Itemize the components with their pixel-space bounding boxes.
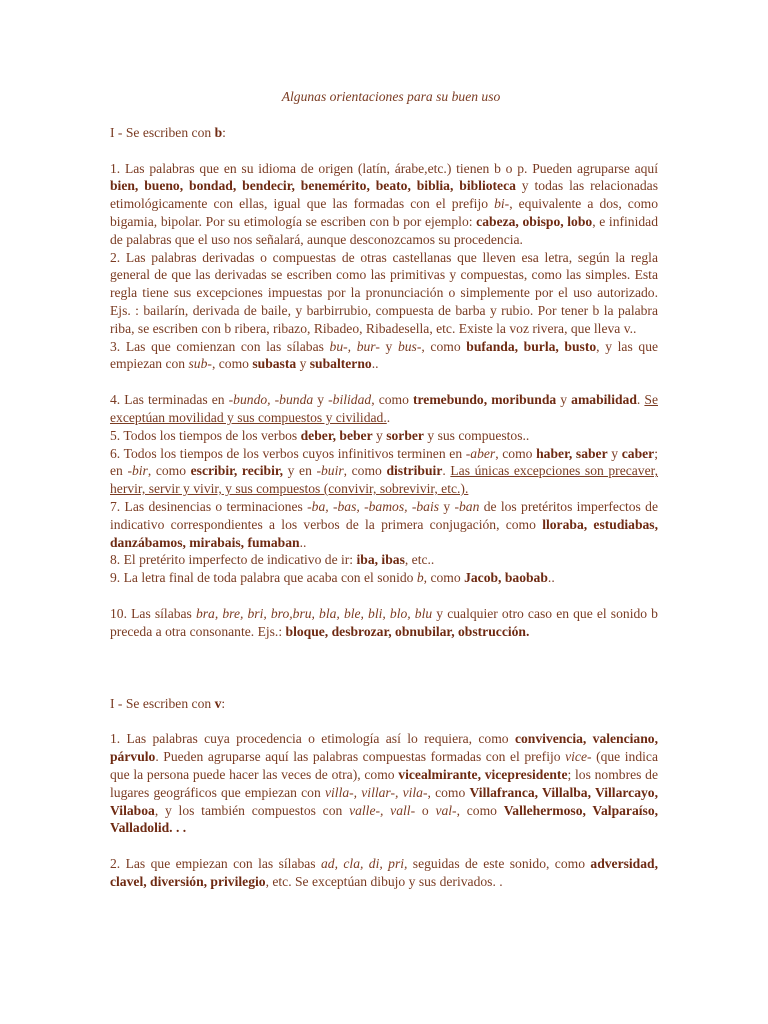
affix-text: -bilidad [328,392,372,408]
text-run: y todas las relacionadas etimológicamente con ellas, igual que las formadas con el prefijo [110,178,658,212]
affix-text: vice- [565,749,592,765]
text-run: 1. Las palabras que en su idioma de origen (latín, árabe,etc.) tienen b o p. Pueden agruparse aquí [110,160,658,176]
rule-b-7 [110,498,658,551]
text-run: y en [283,463,317,479]
text-run: ; los nombres de lugares geográficos que empiezan con [110,766,658,800]
example-words: iba, ibas [356,552,405,568]
affix-text: -aber [465,445,496,461]
affix-text: villa-, villar-, vila- [324,784,428,800]
example-words: subalterno [309,356,372,372]
example-words: adversidad, clavel, diversión, privilegio [110,856,658,889]
text-run: , etc. Se exceptúan dibujo y sus derivados. . [265,873,503,889]
text-run: o [415,802,436,818]
affix-text: sub- [188,356,212,372]
rule-b-6 [110,445,658,498]
text-run: seguidas de este sonido, como [407,856,591,872]
text-run: , como [211,356,253,372]
text-run: , como [456,802,504,818]
heading-prefix: I - Se escriben con [110,124,215,140]
example-words: bien, bueno, bondad, bendecir, benemérito, beato, biblia, biblioteca [110,178,516,194]
text-run: , como [371,392,413,408]
example-words: Jacob, baobab [464,570,548,586]
exception-note: Se exceptúan movilidad y sus compuestos y civilidad. [110,392,658,425]
text-run: y [313,392,329,408]
text-run: 7. Las desinencias o terminaciones [110,498,308,514]
text-run: .. [299,534,307,550]
rule-v-1 [110,730,658,837]
text-run: y [439,498,455,514]
text-run: 2. Las que empiezan con las sílabas [110,856,321,872]
text-run: , y las que empiezan con [110,338,659,372]
example-words: lloraba, estudiabas, danzábamos, mirabais, fumaban [110,516,658,550]
section-heading-b [110,124,658,142]
text-run: y cualquier otro caso en que el sonido b preceda a otra consonante. Ejs.: [110,605,658,639]
example-words: bufanda, burla, busto [466,338,597,354]
text-run: , como [427,784,470,800]
text-run: . [442,463,451,479]
affix-text: bra, bre, bri, bro,bru, bla, ble, bli, blo, blu [195,605,433,621]
text-run: , como [421,338,467,354]
rule-b-8 [110,551,658,569]
text-run: y [556,392,572,408]
text-run: 2. Las palabras derivadas o compuestas de otras castellanas que lleven esa letra, según la regla general de que las derivadas se escriben como las primitivas y compuestas, como las simples. Esta regla tiene sus excepciones impuestas por la pronunciación o simplemente por el uso autorizado. Ejs. : bailarín, derivada de baile, y barbirrubio, compuesta de barba y rubio. Por tener b la palabra riba, se escriben con b ribera, ribazo, Ribadeo, Ribadesella, etc. Existe la voz rivera, que lleva v.. [110,249,658,336]
affix-text: val- [435,802,457,818]
text-run: y [372,427,387,443]
text-run: , y los también compuestos con [154,802,350,818]
text-run: , etc.. [404,552,435,568]
text-run: 10. Las sílabas [110,605,196,621]
affix-text: valle-, vall- [349,802,416,818]
affix-text: bus- [397,338,422,354]
text-run: , e infinidad de palabras que el uso nos señalará, aunque desconozcamos su procedencia. [110,213,659,247]
rule-b-9 [110,569,658,587]
text-run: . [386,409,391,425]
rule-b-10 [110,605,658,641]
text-run: 6. Todos los tiempos de los verbos cuyos infinitivos terminen en [110,445,466,461]
text-run: .. [547,570,555,586]
example-words: haber, saber [536,445,608,461]
text-run: 5. Todos los tiempos de los verbos [110,427,301,443]
text-run: de los pretéritos imperfectos de indicativo correspondientes a los verbos de la primera conjugación, como [110,498,658,532]
example-words: deber, beber [300,427,373,443]
rule-b-4 [110,391,658,427]
heading-suffix: : [221,695,226,711]
example-words: distribuir [386,463,443,479]
rule-b-5 [110,427,658,445]
text-run: (que indica que la persona puede hacer las veces de otra), como [110,749,658,782]
text-run: , equivalente a dos, como bigamia, bipolar. Por su etimología se escriben con b por ejemplo: [110,196,658,229]
affix-text: -ban [454,498,480,514]
text-run: y sus compuestos.. [423,427,530,443]
example-words: vicealmirante, vicepresidente [398,766,568,782]
document-body [110,88,658,891]
heading-letter: v [214,695,222,711]
example-words: convivencia, valenciano, párvulo [110,731,658,765]
text-run: 4. Las terminadas en [110,392,229,408]
affix-text: bi- [494,196,510,212]
section-heading-v [110,695,658,713]
example-words: cabeza, obispo, lobo [476,213,593,229]
affix-text: bu-, bur- [329,338,380,354]
affix-text: b [416,570,424,586]
affix-text: -ba, -bas, -bamos, -bais [307,498,440,514]
text-run: .. [371,356,379,372]
affix-text: -bir [127,463,148,479]
text-run: ; en [110,445,658,479]
rule-v-2 [110,855,658,891]
example-words: subasta [252,356,297,372]
text-run: 1. Las palabras cuya procedencia o etimología así lo requiera, como [110,731,515,747]
heading-suffix: : [222,124,226,140]
example-words: sorber [386,427,424,443]
text-run: y [607,445,622,461]
example-words: amabilidad [571,392,637,408]
heading-prefix: I - Se escriben con [110,695,215,711]
text-run: . [636,392,645,408]
example-words: caber [621,445,655,461]
example-words: Villafranca, Villalba, Villarcayo, Vilaboa [110,784,658,818]
rule-b-1 [110,160,658,249]
text-run: , como [343,463,387,479]
example-words: escribir, recibir, [190,463,284,479]
affix-text: -bundo, -bunda [228,392,314,408]
text-run: , como [423,570,465,586]
text-run: , como [147,463,191,479]
affix-text: ad, cla, di, pri, [321,856,408,872]
text-run: . Pueden agruparse aquí las palabras compuestas formadas con el prefijo [155,749,566,765]
rule-b-2 [110,249,658,338]
text-run: 8. El pretérito imperfecto de indicativo de ir: [110,552,357,568]
example-words: bloque, desbrozar, obnubilar, obstrucción. [285,623,530,639]
document-title: Algunas orientaciones para su buen uso [281,89,501,104]
heading-letter: b [214,124,223,140]
text-run: 3. Las que comienzan con las sílabas [110,338,330,354]
text-run: 9. La letra final de toda palabra que acaba con el sonido [110,570,417,586]
exception-note: Las únicas excepciones son precaver, hervir, servir y vivir, y sus compuestos (convivir, sobrevivir, etc.). [110,463,659,497]
example-words: tremebundo, moribunda [412,392,557,408]
text-run: , como [495,445,537,461]
text-run: y [296,356,310,372]
affix-text: -buir [316,463,344,479]
rule-b-3 [110,338,658,374]
example-words: Vallehermoso, Valparaíso, Valladolid. . . [110,802,659,836]
text-run: y [379,338,398,354]
